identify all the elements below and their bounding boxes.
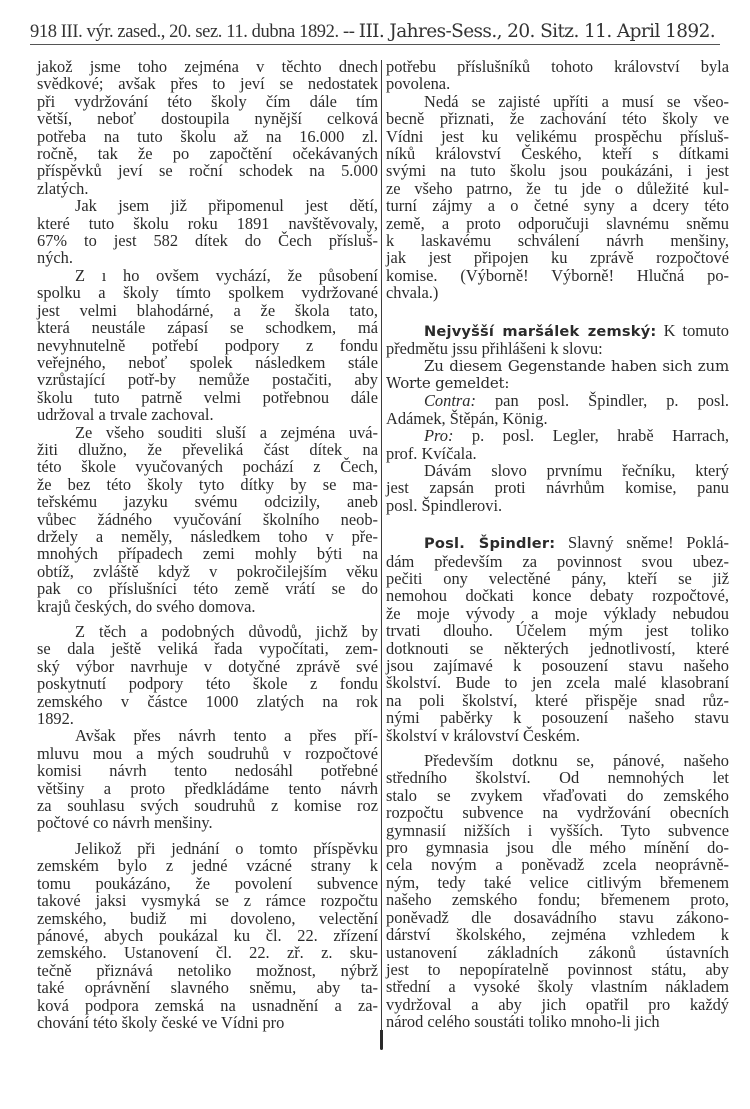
paragraph — [37, 267, 378, 424]
text-line: Nejvyšší maršálek zemský: K tomuto — [424, 320, 729, 340]
text-line: Avšak přes návrh tento a přes pří- — [75, 726, 378, 746]
text-line: že moje vývody a moje výklady nebudou — [386, 603, 729, 623]
text-line: Jak jsem již připomenul jest dětí, — [75, 196, 378, 216]
text-line: dotknouti se některých jednotlivostí, které — [386, 638, 729, 658]
header-german: III. Jahres-Sess., 20. Sitz. 11. April 1892. — [358, 21, 716, 42]
text-line: Z těch a podobných důvodů, jichž by — [75, 622, 378, 641]
text-line: Adámek, Štěpán, König. — [386, 408, 548, 428]
paragraph — [37, 58, 378, 197]
text-line: ných. — [37, 248, 73, 268]
text-line: školství v království Českém. — [386, 725, 580, 745]
text-line: trvati dlouho. Účelem mým jest toliko — [386, 621, 729, 641]
text-line: tomu poukázáno, že povolení subvence — [37, 873, 378, 893]
text-line: zlatých. — [37, 178, 89, 198]
column-divider-end — [380, 1030, 383, 1050]
text-line: také oprávnění slavného sněmu, aby ta- — [37, 978, 378, 998]
paragraph — [37, 840, 378, 1031]
text-line: veřejného, neboť spolek následkem stále — [37, 352, 378, 372]
header-czech: III. výr. zased., 20. sez. 11. dubna 1892. — [60, 22, 339, 42]
text-line: ský výbor navrhuje v dotyčné zprávě své — [37, 656, 378, 676]
text-line: komisi návrh tento nedosáhl potřebné — [37, 761, 378, 781]
text-line: chvala.) — [386, 283, 439, 303]
pro-label: Pro: — [424, 426, 454, 446]
text-line: spolku a školy tímto spolkem vydržované — [37, 283, 378, 303]
text-line: zemského. Ustanovení čl. 22. zř. z. sku- — [37, 943, 378, 963]
text-line: země, a proto odporučuji slavnému sněmu — [386, 213, 729, 233]
left-column — [37, 58, 378, 1031]
text-line: 1892. — [37, 709, 74, 729]
text-line: svými na tuto školu jsou poukázáni, i jest — [386, 161, 729, 181]
text-line: školu tuto patrně velmi potřebnou dále — [37, 387, 378, 407]
spindler-speech — [386, 534, 729, 744]
text-line: svědkové; avšak přes to jeví se nedostatek — [37, 74, 378, 94]
text-line: gymnasií nižších i vyšších. Tyto subvence — [386, 820, 729, 840]
text-line: se dala ještě veliká řada vypočítati, zem- — [37, 639, 378, 659]
text-line: teřskému jazyku svému odcizily, aneb — [37, 492, 378, 512]
text-line: jest zapsán proti návrhům komise, panu — [386, 478, 729, 498]
text-line: většiny a proto předkládáme tento návrh — [37, 778, 378, 798]
paragraph — [37, 197, 378, 267]
text-line: která neustále zápasí se schodkem, má — [37, 318, 378, 338]
page-number: 918 — [30, 22, 57, 42]
contra-line: Contra: pan posl. Špindler, p. posl. — [424, 391, 729, 411]
text-line: ročně, tak že po započtění očekávaných — [37, 144, 378, 164]
text-line: ková podpora zemská na usnadnění a za- — [37, 995, 378, 1015]
text-line: povolena. — [386, 74, 451, 94]
text-line: mluvu mou a mých soudruhů v rozpočtové — [37, 743, 378, 763]
text-line: Ze všeho souditi sluší a zejména uvá- — [75, 422, 378, 442]
speaker-name: Nejvyšší maršálek zemský: — [424, 322, 657, 340]
column-divider — [381, 60, 382, 1048]
speaker-name: Posl. Špindler: — [424, 535, 556, 553]
text-line: prof. Kvíčala. — [386, 443, 477, 463]
text-line: Nedá se zajisté upříti a musí se všeo- — [424, 91, 729, 111]
text-line: středního školství. Od nemnohých let — [386, 768, 729, 788]
text-line: nevyhnutelně potřebí podpory z fondu — [37, 335, 378, 355]
text-line: při vydržování této školy čím dále tím — [37, 91, 378, 111]
text-line: Jelikož při jednání o tomto příspěvku — [75, 838, 378, 858]
text-line: jsou zajímavé k posouzení stavu našeho — [386, 656, 729, 675]
text-line: nými paběrky k posouzení našeho stavu — [386, 708, 729, 728]
text-line: potřebu příslušníků tohoto království byla — [386, 57, 729, 76]
text-line: žiti dlužno, že převeliká část dítek na — [37, 439, 378, 459]
text-line: 67% to jest 582 dítek do Čech přísluš- — [37, 231, 378, 251]
text-line: udržoval a trvale zachoval. — [37, 405, 214, 425]
german-line: Zu diesem Gegenstande haben sich zum — [424, 356, 729, 375]
text-line: takové jaksi vysmyká se z rámce rozpočtu — [37, 891, 378, 911]
text-line: vzrůstající potř-by nemůže postačiti, aby — [37, 370, 378, 390]
text-line: na poli školství, které přispěje snad růz- — [386, 690, 729, 710]
text-line: zemském bylo z jedné vzácné strany k — [37, 856, 378, 876]
text-line: počtové co návrh menšiny. — [37, 813, 213, 833]
text-line: Z ı ho ovšem vychází, že působení — [75, 265, 378, 285]
text-line: Především dotknu se, pánové, našeho — [424, 751, 729, 771]
text-line: národ celého soustáti toliko mnoho-li jich — [386, 1012, 660, 1032]
text-line: posl. Špindlerovi. — [386, 495, 503, 515]
marshal-speech — [386, 322, 729, 514]
text-line: pak co příslušníci této země vrátí se do — [37, 579, 378, 599]
text-line: tečně přiznává netoliko možnost, nýbrž — [37, 960, 378, 980]
text-line: vydržoval a aby jich opatřil pro každý — [386, 994, 729, 1014]
text-line: pánové, abych poukázal ku čl. 22. zřízení — [37, 925, 378, 945]
text-line: poněvadž dle dosavádního stavu zákono- — [386, 907, 729, 927]
text-line: krajů českých, do svého domova. — [37, 596, 256, 616]
text-line: za souhlasu svých soudruhů z komise roz — [37, 796, 378, 816]
text-line: že bez této školy tyto dítky by se ma- — [37, 474, 378, 494]
text-line: pro gymnasia jsou dle mého mínění do- — [386, 838, 729, 858]
text-line: držely a neměly, následkem toho v pře- — [37, 526, 378, 546]
text-line: větší, neboť dostoupila nynější celková — [37, 109, 378, 129]
text-line: zemského v částce 1000 zlatých na rok — [37, 691, 378, 711]
header-rule — [30, 44, 720, 45]
text-line: této škole vyučovaných pochází z Čech, — [37, 457, 378, 477]
text-line: dárství školského, zejména vzhledem k — [386, 925, 729, 945]
text-line: stalo se zvykem vřaďovati do zemského — [386, 785, 729, 805]
paragraph — [37, 623, 378, 727]
text-line: jest to nepopíratelně povinnost státu, aby — [386, 959, 729, 979]
text-line: předmětu jssu přihlášeni k slovu: — [386, 339, 603, 359]
header-separator: -- — [342, 22, 355, 42]
text-line: zemského, budiž mi dovoleno, velectění — [37, 908, 378, 928]
text-line: jak jest připojen ku zprávě rozpočtové — [386, 248, 729, 268]
text-line: níků království Českého, kteří s dítkami — [386, 144, 729, 164]
text-line: poskytnutí podpory této škole z fondu — [37, 674, 378, 694]
text-line: ným, tedy také velice citlivým břemenem — [386, 872, 729, 892]
text-line: Dávám slovo prvnímu řečníku, který — [424, 460, 729, 480]
text-line: rozpočtu subvence na vydržování obecních — [386, 803, 729, 823]
text-line: mnohých případech zemi mohly býti na — [37, 544, 378, 564]
german-line: Worte gemeldet: — [386, 373, 510, 392]
text-line: dám především za povinnost svou ubez- — [386, 551, 729, 571]
text-line: střední a vysoké školy vlastním nákladem — [386, 977, 729, 997]
text-line: příspěvků jeví se roční schodek na 5.000 — [37, 161, 378, 181]
text-line: vůbec žádného vyučování školního neob- — [37, 509, 378, 529]
text-line: ustanovení základních zákonů ústavních — [386, 942, 729, 962]
text-line: které tuto školu roku 1891 navštěvovaly, — [37, 213, 378, 233]
text-line: komise. (Výborně! Výborně! Hlučná po- — [386, 265, 729, 285]
text-line: školství. Bude to jen zcela malé klasobraní — [386, 673, 729, 693]
text-line: chování této školy české ve Vídni pro — [37, 1012, 285, 1032]
right-column — [386, 58, 729, 1031]
text-line: potřeba na tuto školu až na 16.000 zl. — [37, 126, 378, 146]
text-line: becně přiznati, že zachování této školy ve — [386, 109, 729, 129]
text-line: jakož jsme toho zejména v těchto dnech — [37, 57, 378, 76]
paragraph — [37, 424, 378, 615]
text-line: nemohou dočkati konce debaty rozpočtové, — [386, 586, 729, 606]
text-line: cela novým a poněvadž zcela neoprávně- — [386, 855, 729, 875]
text-line: jest velmi blahodárné, a že škola tato, — [37, 300, 378, 320]
text-line: pečiti ony velectěné pány, kteří se již — [386, 568, 729, 588]
paragraph — [386, 58, 729, 93]
paragraph — [386, 752, 729, 1031]
text-line: turní zájmy a o četné syny a dcery této — [386, 196, 729, 216]
pro-line: Pro: p. posl. Legler, hrabě Harrach, — [424, 426, 729, 446]
paragraph — [37, 727, 378, 831]
contra-label: Contra: — [424, 391, 476, 411]
text-line: Vídni jest ku velikému prospěchu přísluš- — [386, 126, 729, 146]
running-header — [30, 20, 720, 44]
text-line: našeho zemského fondu; břemenem proto, — [386, 890, 729, 910]
paragraph — [386, 93, 729, 302]
text-line: obtíž, zvláště když v pokročilejším věku — [37, 561, 378, 581]
text-line: ze všeho patrno, že tu jde o důležité kul- — [386, 178, 729, 198]
text-line: Posl. Špindler: Slavný sněme! Poklá- — [424, 533, 729, 553]
text-line: k laskavému schválení návrh menšiny, — [386, 231, 729, 251]
